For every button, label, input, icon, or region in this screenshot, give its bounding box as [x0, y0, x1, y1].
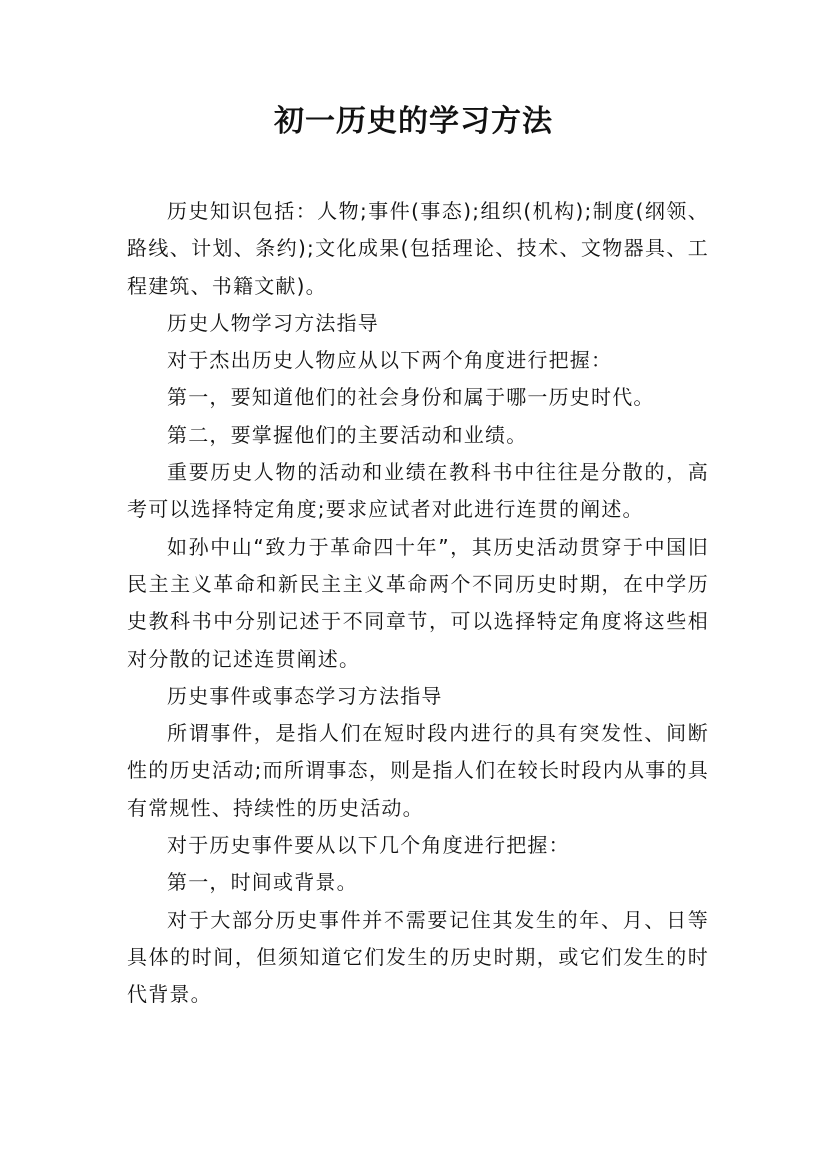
paragraph-scattered-records: 重要历史人物的活动和业绩在教科书中往往是分散的，高考可以选择特定角度;要求应试者对此进行连贯的阐述。 — [127, 460, 709, 522]
paragraph-event-angles: 对于历史事件要从以下几个角度进行把握： — [167, 833, 570, 858]
document-body — [127, 193, 709, 1014]
heading-person-method: 历史人物学习方法指导 — [167, 310, 379, 335]
paragraph-event-definition: 所谓事件，是指人们在短时段内进行的具有突发性、间断性的历史活动;而所谓事态，则是指人们在较长时段内从事的具有常规性、持续性的历史活动。 — [127, 721, 709, 820]
paragraph-first-time-background: 第一，时间或背景。 — [167, 870, 358, 895]
paragraph-second-activities: 第二，要掌握他们的主要活动和业绩。 — [167, 422, 528, 447]
paragraph-sun-yat-sen-example: 如孙中山“致力于革命四十年”，其历史活动贯穿于中国旧民主主义革命和新民主主义革命两个不同历史时期，在中学历史教科书中分别记述于不同章节，可以选择特定角度将这些相对分散的记述连贯阐述。 — [127, 534, 709, 671]
paragraph-first-identity: 第一，要知道他们的社会身份和属于哪一历史时代。 — [167, 385, 655, 410]
heading-event-method: 历史事件或事态学习方法指导 — [167, 683, 443, 708]
paragraph-person-angles: 对于杰出历史人物应从以下两个角度进行把握： — [167, 348, 613, 373]
paragraph-time-explanation: 对于大部分历史事件并不需要记住其发生的年、月、日等具体的时间，但须知道它们发生的历史时期，或它们发生的时代背景。 — [127, 907, 709, 1007]
paragraph-knowledge-scope: 历史知识包括：人物;事件(事态);组织(机构);制度(纲领、路线、计划、条约);文化成果(包括理论、技术、文物器具、工程建筑、书籍文献)。 — [127, 199, 709, 298]
document-title: 初一历史的学习方法 — [274, 104, 553, 139]
